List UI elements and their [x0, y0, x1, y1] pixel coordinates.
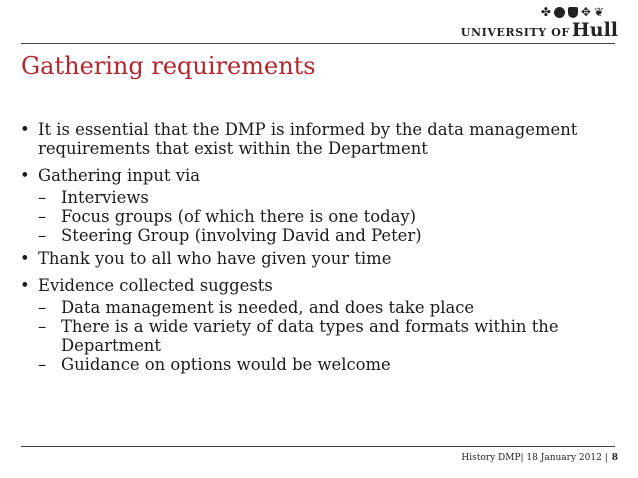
sub-bullet-text: There is a wide variety of data types and formats within the Department [61, 317, 559, 355]
slide-title: Gathering requirements [21, 52, 316, 80]
rose-icon [554, 7, 565, 18]
sub-bullet-item [38, 226, 620, 245]
heraldic-emblems [541, 6, 604, 18]
sub-bullet-text: Focus groups (of which there is one today) [61, 207, 417, 226]
bullet-item [20, 120, 620, 158]
dash-mark: – [38, 207, 47, 226]
fleur-icon: ✤ [540, 4, 551, 19]
sub-bullet-item [38, 207, 620, 226]
sub-bullet-item [38, 298, 620, 317]
sub-bullet-text: Guidance on options would be welcome [61, 355, 391, 374]
sub-bullet-text: Interviews [61, 188, 149, 207]
dash-mark: – [38, 188, 47, 207]
university-logo [460, 4, 618, 41]
bullet-text: Gathering input via [38, 166, 200, 185]
sub-bullet-list [20, 188, 620, 245]
sub-bullet-text: Steering Group (involving David and Peter) [61, 226, 422, 245]
top-divider [21, 43, 615, 44]
dash-mark: – [38, 226, 47, 245]
bullet-mark: • [20, 166, 30, 185]
logo-university-of: UNIVERSITY OF [460, 26, 570, 39]
bullet-text: Evidence collected suggests [38, 276, 273, 295]
bottom-divider [21, 446, 615, 447]
bullet-item [20, 276, 620, 295]
slide-footer [461, 453, 618, 463]
sub-bullet-item [38, 355, 620, 374]
sub-bullet-item [38, 188, 620, 207]
dash-mark: – [38, 355, 47, 374]
bullet-text: It is essential that the DMP is informed by the data management requirements that exist within the Department [38, 120, 578, 158]
sub-bullet-item [38, 317, 620, 355]
sub-bullet-text: Data management is needed, and does take place [61, 298, 475, 317]
bullet-list [20, 120, 620, 378]
page-number: 8 [611, 453, 618, 463]
logo-hull: Hull [571, 19, 618, 41]
dash-mark: – [38, 298, 47, 317]
footer-label: History DMP| 18 January 2012 | [461, 453, 608, 463]
bullet-mark: • [20, 276, 30, 295]
shield-icon [568, 7, 578, 18]
bullet-text: Thank you to all who have given your time [38, 249, 392, 268]
sub-bullet-list [20, 298, 620, 374]
cross-icon: ✥ [580, 4, 591, 19]
bird-icon: ❦ [593, 4, 604, 19]
dash-mark: – [38, 317, 47, 336]
bullet-mark: • [20, 120, 30, 139]
bullet-mark: • [20, 249, 30, 268]
logo-wordmark [461, 19, 618, 41]
bullet-item [20, 249, 620, 268]
bullet-item [20, 166, 620, 185]
